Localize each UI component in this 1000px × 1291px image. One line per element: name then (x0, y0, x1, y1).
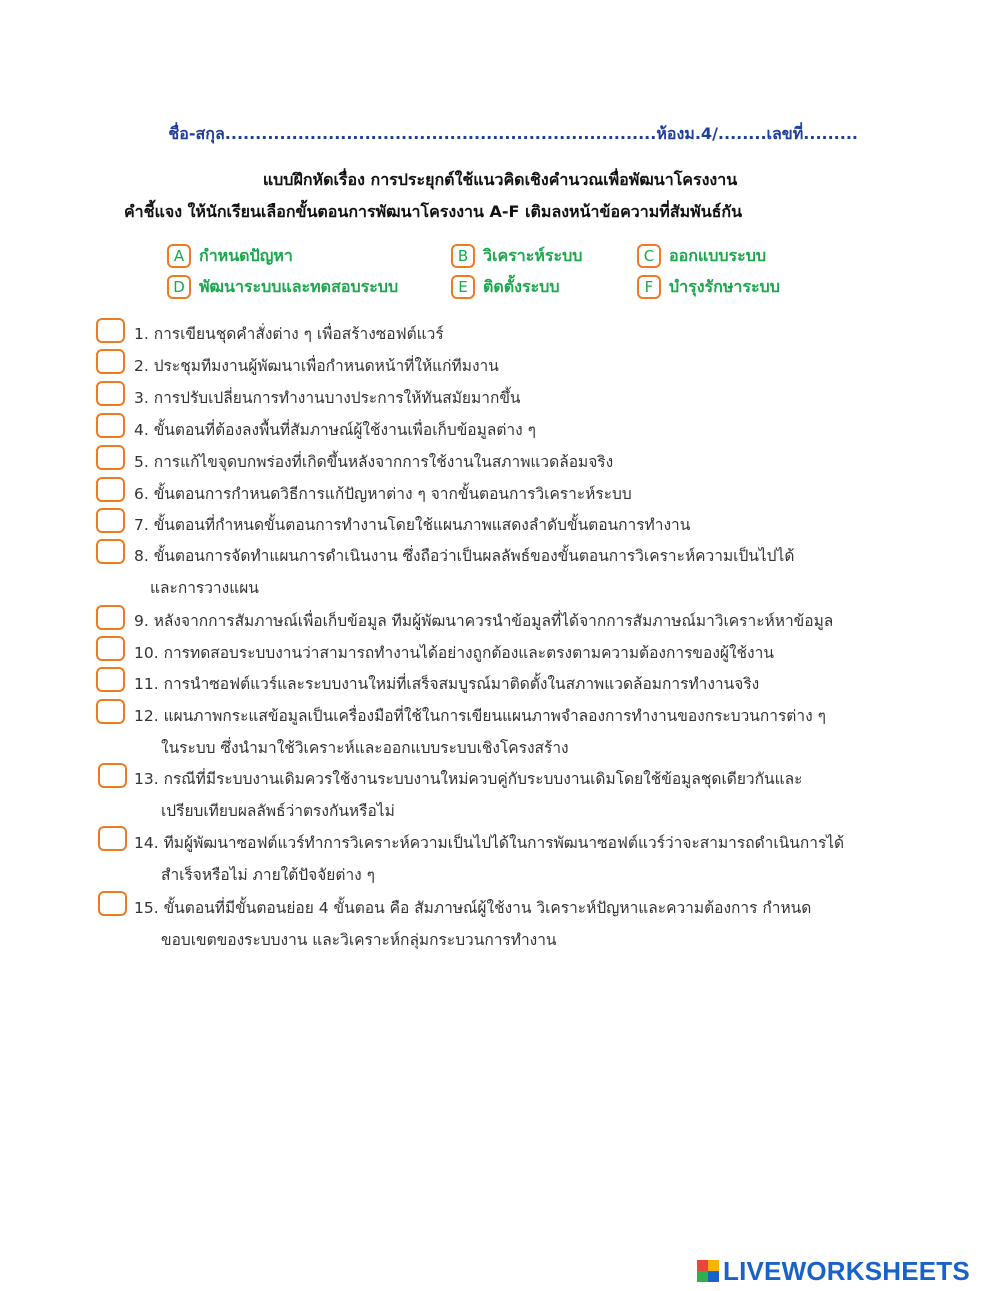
question-3-text: 3. การปรับเปลี่ยนการทำงานบางประการให้ทันสมัยมากขึ้น (134, 389, 521, 407)
answer-box-2[interactable] (96, 349, 125, 374)
answer-box-8[interactable] (96, 539, 125, 564)
legend-label-c: ออกแบบระบบ (669, 245, 767, 265)
legend-item-a (167, 243, 293, 269)
answer-box-1[interactable] (96, 318, 125, 343)
question-9-text: 9. หลังจากการสัมภาษณ์เพื่อเก็บข้อมูล ทีมผู้พัฒนาควรนำข้อมูลที่ได้จากการสัมภาษณ์มาวิเคราะห์หาข้อมูล (134, 612, 834, 630)
legend-item-d (167, 274, 398, 300)
question-10-text: 10. การทดสอบระบบงานว่าสามารถทำงานได้อย่างถูกต้องและตรงตามความต้องการของผู้ใช้งาน (134, 644, 774, 662)
question-14-text: 14. ทีมผู้พัฒนาซอฟต์แวร์ทำการวิเคราะห์ความเป็นไปได้ในการพัฒนาซอฟต์แวร์ว่าจะสามารถดำเนินการได้ (134, 834, 845, 852)
question-5-text: 5. การแก้ไขจุดบกพร่องที่เกิดขึ้นหลังจากการใช้งานในสภาพแวดล้อมจริง (134, 453, 614, 471)
question-1-text: 1. การเขียนชุดคำสั่งต่าง ๆ เพื่อสร้างซอฟต์แวร์ (134, 325, 444, 343)
question-15-text-continued: ขอบเขตของระบบงาน และวิเคราะห์กลุ่มกระบวนการทำงาน (161, 931, 557, 949)
legend-label-b: วิเคราะห์ระบบ (483, 245, 583, 265)
legend-item-b (451, 243, 582, 269)
answer-box-15[interactable] (98, 891, 127, 916)
legend-item-e (451, 274, 559, 300)
legend-key-e: E (451, 275, 475, 299)
answer-box-9[interactable] (96, 605, 125, 630)
question-2-text: 2. ประชุมทีมงานผู้พัฒนาเพื่อกำหนดหน้าที่ให้แก่ทีมงาน (134, 357, 499, 375)
question-8-text-continued: และการวางแผน (150, 579, 259, 597)
answer-box-12[interactable] (96, 699, 125, 724)
question-12-text-continued: ในระบบ ซึ่งนำมาใช้วิเคราะห์และออกแบบระบบเชิงโครงสร้าง (161, 739, 569, 757)
answer-box-5[interactable] (96, 445, 125, 470)
legend-key-d: D (167, 275, 191, 299)
answer-box-7[interactable] (96, 508, 125, 533)
legend-label-f: บำรุงรักษาระบบ (669, 276, 780, 296)
legend-key-b: B (451, 244, 475, 268)
legend-item-c (637, 243, 766, 269)
answer-box-14[interactable] (98, 826, 127, 851)
worksheet-title: แบบฝึกหัดเรื่อง การประยุกต์ใช้แนวคิดเชิงคำนวณเพื่อพัฒนาโครงงาน (262, 170, 738, 189)
legend-label-a: กำหนดปัญหา (199, 245, 293, 265)
answer-box-10[interactable] (96, 636, 125, 661)
legend-key-f: F (637, 275, 661, 299)
question-14-text-continued: สำเร็จหรือไม่ ภายใต้ปัจจัยต่าง ๆ (161, 866, 375, 884)
legend-label-e: ติดตั้งระบบ (483, 276, 560, 296)
question-15-text: 15. ขั้นตอนที่มีขั้นตอนย่อย 4 ขั้นตอน คือ สัมภาษณ์ผู้ใช้งาน วิเคราะห์ปัญหาและความต้องการ กำหนด (134, 899, 812, 917)
question-13-text-continued: เปรียบเทียบผลลัพธ์ว่าตรงกันหรือไม่ (161, 802, 395, 820)
legend-label-d: พัฒนาระบบและทดสอบระบบ (199, 276, 399, 296)
legend-key-a: A (167, 244, 191, 268)
liveworksheets-logo-icon (697, 1260, 719, 1282)
question-7-text: 7. ขั้นตอนที่กำหนดขั้นตอนการทำงานโดยใช้แผนภาพแสดงลำดับขั้นตอนการทำงาน (134, 516, 691, 534)
answer-box-6[interactable] (96, 477, 125, 502)
question-12-text: 12. แผนภาพกระแสข้อมูลเป็นเครื่องมือที่ใช้ในการเขียนแผนภาพจำลองการทำงานของกระบวนการต่าง ๆ (134, 707, 826, 725)
question-6-text: 6. ขั้นตอนการกำหนดวิธีการแก้ปัญหาต่าง ๆ จากขั้นตอนการวิเคราะห์ระบบ (134, 485, 632, 503)
student-info-line: ชื่อ-สกุล.......................................................................ห้องม.4/........เลขที่......... (168, 124, 858, 143)
answer-box-13[interactable] (98, 763, 127, 788)
answer-box-11[interactable] (96, 667, 125, 692)
answer-box-3[interactable] (96, 381, 125, 406)
question-13-text: 13. กรณีที่มีระบบงานเดิมควรใช้งานระบบงานใหม่ควบคู่กับระบบงานเดิมโดยใช้ข้อมูลชุดเดียวกันและ (134, 770, 803, 788)
question-4-text: 4. ขั้นตอนที่ต้องลงพื้นที่สัมภาษณ์ผู้ใช้งานเพื่อเก็บข้อมูลต่าง ๆ (134, 421, 536, 439)
answer-box-4[interactable] (96, 413, 125, 438)
liveworksheets-watermark (697, 1256, 970, 1286)
question-11-text: 11. การนำซอฟต์แวร์และระบบงานใหม่ที่เสร็จสมบูรณ์มาติดตั้งในสภาพแวดล้อมการทำงานจริง (134, 675, 760, 693)
legend-item-f (637, 274, 780, 300)
legend-key-c: C (637, 244, 661, 268)
instruction-text: คำชี้แจง ให้นักเรียนเลือกขั้นตอนการพัฒนาโครงงาน A-F เติมลงหน้าข้อความที่สัมพันธ์กัน (123, 202, 743, 221)
question-8-text: 8. ขั้นตอนการจัดทำแผนการดำเนินงาน ซึ่งถือว่าเป็นผลลัพธ์ของขั้นตอนการวิเคราะห์ความเป็นไปได้ (134, 547, 795, 565)
liveworksheets-logo-text: LIVEWORKSHEETS (723, 1255, 970, 1286)
